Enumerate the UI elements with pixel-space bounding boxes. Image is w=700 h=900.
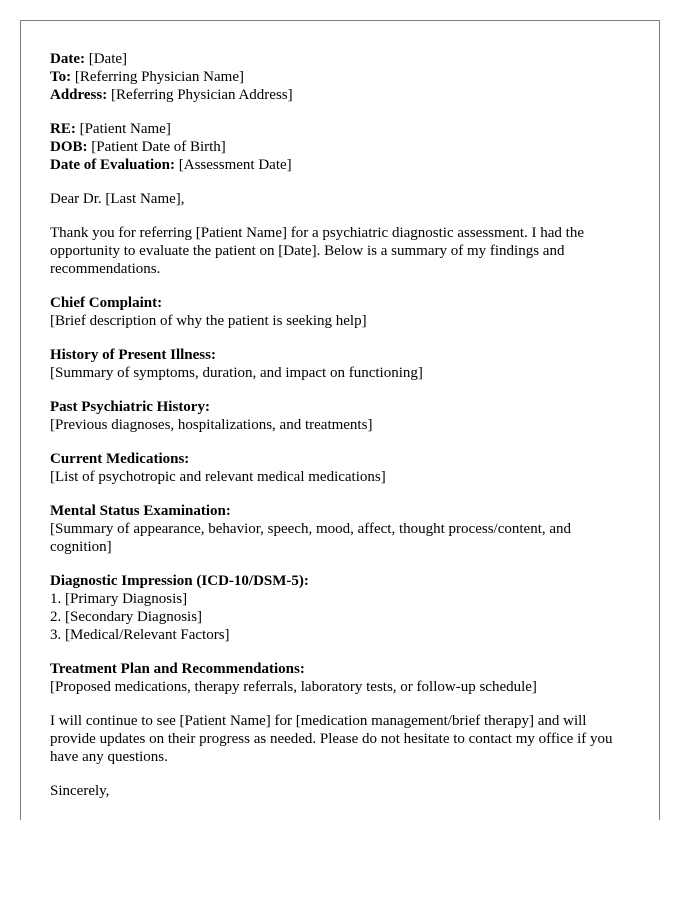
eval-line	[50, 156, 635, 174]
section-heading: History of Present Illness:	[50, 347, 216, 363]
date-label: Date:	[50, 51, 85, 67]
re-line	[50, 120, 635, 138]
re-value: [Patient Name]	[79, 121, 171, 137]
section-heading: Treatment Plan and Recommendations:	[50, 661, 305, 677]
section-body: [Brief description of why the patient is seeking help]	[50, 313, 367, 329]
section-past-psychiatric-history	[50, 398, 635, 434]
section-body: [Summary of appearance, behavior, speech, mood, affect, thought process/content, and cognition]	[50, 521, 572, 555]
to-label: To:	[50, 69, 72, 85]
salutation: Dear Dr. [Last Name],	[50, 191, 185, 207]
section-heading: Current Medications:	[50, 451, 190, 467]
letter-content	[50, 50, 635, 816]
section-chief-complaint	[50, 294, 635, 330]
address-value: [Referring Physician Address]	[110, 87, 293, 103]
section-heading: Diagnostic Impression (ICD-10/DSM-5):	[50, 573, 309, 589]
section-mental-status-exam	[50, 502, 635, 556]
header-block	[50, 50, 635, 104]
section-body: [Proposed medications, therapy referrals, laboratory tests, or follow-up schedule]	[50, 679, 537, 695]
address-label: Address:	[50, 87, 108, 103]
dob-line	[50, 138, 635, 156]
section-body: [Summary of symptoms, duration, and impact on functioning]	[50, 365, 423, 381]
re-label: RE:	[50, 121, 76, 137]
intro-paragraph: Thank you for referring [Patient Name] for a psychiatric diagnostic assessment. I had the opportunity to evaluate the patient on [Date]. Below is a summary of my findings and recommendations.	[50, 225, 584, 277]
diagnosis-item: 2. [Secondary Diagnosis]	[50, 609, 203, 625]
section-body: [List of psychotropic and relevant medical medications]	[50, 469, 386, 485]
diagnosis-item: 3. [Medical/Relevant Factors]	[50, 627, 230, 643]
address-line	[50, 86, 635, 104]
section-heading: Past Psychiatric History:	[50, 399, 210, 415]
signoff: Sincerely,	[50, 783, 110, 799]
section-diagnostic-impression	[50, 572, 635, 644]
section-treatment-plan	[50, 660, 635, 696]
dob-value: [Patient Date of Birth]	[91, 139, 226, 155]
diagnosis-item: 1. [Primary Diagnosis]	[50, 591, 188, 607]
date-line	[50, 50, 635, 68]
section-heading: Chief Complaint:	[50, 295, 163, 311]
section-current-medications	[50, 450, 635, 486]
dob-label: DOB:	[50, 139, 88, 155]
eval-value: [Assessment Date]	[178, 157, 292, 173]
date-value: [Date]	[88, 51, 128, 67]
section-heading: Mental Status Examination:	[50, 503, 231, 519]
to-value: [Referring Physician Name]	[74, 69, 244, 85]
closing-paragraph: I will continue to see [Patient Name] for [medication management/brief therapy] and will provide updates on their progress as needed. Please do not hesitate to contact my office if you have any questions.	[50, 713, 613, 765]
section-body: [Previous diagnoses, hospitalizations, and treatments]	[50, 417, 373, 433]
patient-block	[50, 120, 635, 174]
eval-label: Date of Evaluation:	[50, 157, 175, 173]
letter-page	[20, 20, 660, 820]
to-line	[50, 68, 635, 86]
section-history-present-illness	[50, 346, 635, 382]
